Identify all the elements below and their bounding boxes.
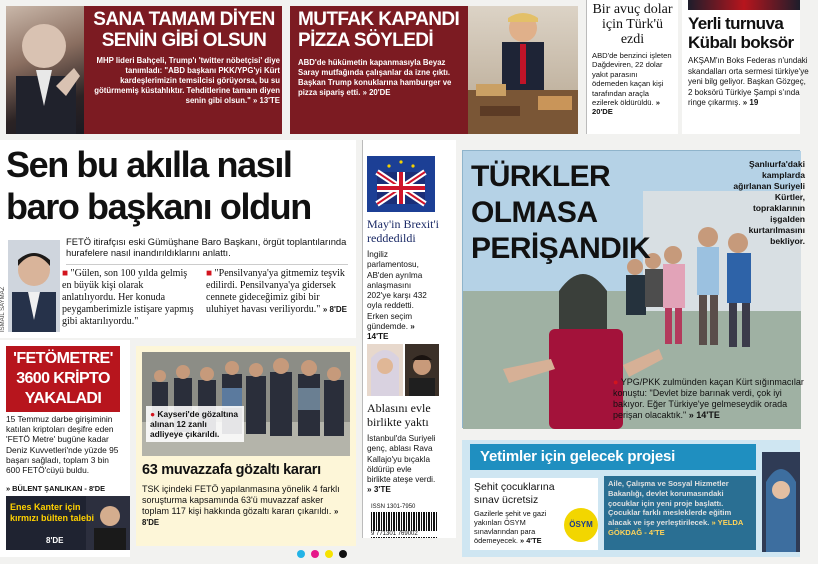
bahceli-box bbox=[6, 6, 282, 134]
perisan-caption: ● YPG/PKK zulmünden kaçan Kürt sığınmacılar konuştu: "Devlet bize barınak verdi, çok iyi bakıyor. Eğer Türkiye'ye gelmeseydik orada perişan olacaktık." » 14'TE bbox=[613, 377, 804, 420]
barcode-number: 9 771301 769002 bbox=[371, 531, 441, 537]
boks-body: AKŞAM'ın Boks Federas n'undaki skandalları orta sermesi türkiye'ye yeni bilg geliyor. Başkan Gözgeç, 2 boksörü Türkiye Şampi s'ında ringe çıkarmış. » 19 bbox=[688, 56, 809, 107]
yetimler-sub-body: Gazilerle şehit ve gazi yakınları ÖSYM sınavlarından para ödemeyecek. » 4'TE bbox=[474, 509, 547, 545]
boks-headline: Yerli turnuva Kübalı boksör bbox=[688, 14, 794, 52]
osym-logo: ÖSYM bbox=[564, 508, 598, 542]
baro-intro: FETÖ itirafçısı eski Gümüşhane Baro Başkanı, örgüt toplantılarında hurafelere nasıl inandırıldıklarını anlattı. bbox=[66, 236, 347, 259]
quote-bullet: ■ bbox=[206, 268, 215, 279]
perisan-side-text: Şanlıurfa'daki kamplarda ağırlanan Suriyeli Kürtler, topraklarının işgalden kurtarılmasını bekliyor. bbox=[733, 159, 805, 246]
fetometre-body: 15 Temmuz darbe girişiminin katılan kriptoları deşifre eden 'FETÖ Metre' bugüne kadar Deniz Kuvvetleri'nde yüzde 95 başarı sağladı, toplam 3 bin 600 FETÖ'cüyü buldu. bbox=[6, 414, 119, 476]
boks-box bbox=[682, 0, 809, 134]
print-marks bbox=[296, 546, 366, 556]
yetimler-sub: Şehit çocuklarına sınav ücretsiz bbox=[474, 481, 555, 506]
brexit-headline: May'in Brexit'i reddedildi bbox=[367, 217, 439, 245]
brexit-body: İngiliz parlamentosu, AB'den ayrılma anlaşmasını 202'ye karşı 432 oyla reddetti. Erken seçim gündemde. » 14'TE bbox=[367, 250, 427, 342]
perisan-headline: TÜRKLER OLMASA PERİŞANDIK bbox=[471, 160, 651, 265]
mutfak-headline: MUTFAK KAPANDI PİZZA SÖYLEDİ bbox=[298, 9, 460, 51]
trump-photo bbox=[468, 6, 578, 134]
baro-headline: Sen bu akılla nasıl baro başkanı oldun bbox=[6, 144, 311, 227]
baro-divider bbox=[66, 264, 348, 265]
dolar-body: ABD'de benzinci işleten Dağdeviren, 22 dolar yakıt parasını ödemeden kaçan kişi tarafından araçla ezilerek öldürüldü. » 20'DE bbox=[592, 51, 672, 117]
fetometre-box bbox=[0, 340, 130, 557]
bahceli-headline: SANA TAMAM DİYEN SENİN GİBİ OLSUN bbox=[93, 9, 275, 51]
fetometre-headline: 'FETÖMETRE' 3600 KRİPTO YAKALADI bbox=[6, 346, 120, 412]
ablasini-photo-right bbox=[405, 344, 439, 396]
ablasini-headline: Ablasını evle birlikte yaktı bbox=[367, 401, 431, 429]
kanter-ref: 8'DE bbox=[46, 536, 64, 545]
kanter-headline: Enes Kanter için kırmızı bülten talebi bbox=[10, 502, 95, 523]
ablasini-body: İstanbul'da Suriyeli genç, ablası Rava Kallajo'yu bıçakla öldürüp evle birlikte ateşe verdi. » 3'TE bbox=[367, 434, 436, 495]
barcode-issn: ISSN 1301-7950 bbox=[371, 504, 416, 510]
dolar-headline: Bir avuç dolar için Türk'ü ezdi bbox=[592, 2, 673, 47]
mutfak-body: ABD'de hükümetin kapanmasıyla Beyaz Saray mutfağında çalışanlar da izne çıktı. Başkan Trump konuklarına hamburger ve pizza sipariş etti. » 20'DE bbox=[298, 58, 452, 97]
bahceli-photo bbox=[6, 6, 84, 134]
baro-box bbox=[0, 140, 356, 338]
caption-bullet: ● bbox=[150, 409, 158, 419]
baro-avatar bbox=[8, 240, 60, 332]
yetimler-right-text: Aile, Çalışma ve Sosyal Hizmetler Bakanlığı, devlet korumasındaki çocuklar için yeni proje başlattı. Çocuklar farklı mesleklerde eğitim alacak ve işe yerleştirilecek. » YELDA GÖKDAĞ - 4'TE bbox=[604, 476, 756, 550]
brexit-flag bbox=[367, 156, 435, 212]
dolar-box bbox=[586, 0, 678, 134]
bahceli-body: MHP lideri Bahçeli, Trump'ı 'twitter nöbetçisi' diye tanımladı: "ABD başkanı PKK/YPG'yi Kürt kardeşlerimizin temsilcisi görüyorsa, bu su götürmemiş küstahlıktır. Tehditlerine tamam diyen senin gibi olsun." » 13'TE bbox=[94, 56, 280, 105]
gozalti-photo bbox=[142, 352, 350, 456]
brexit-column bbox=[362, 140, 456, 538]
baro-quote-1: ■ "Gülen, son 100 yılda gelmiş en büyük kişi olarak anlatılıyordu. Her konuda peygamberimizle istişare yapmış gibi aktarılıyordu." bbox=[62, 268, 194, 327]
yetimler-headline: Yetimler için gelecek projesi bbox=[480, 448, 676, 465]
fetometre-byline: » BÜLENT ŞANLIKAN - 8'DE bbox=[6, 484, 106, 493]
quote-bullet: ■ bbox=[62, 268, 71, 279]
gozalti-body: TSK içindeki FETÖ yapılanmasına yönelik 4 farklı soruşturma kapsamında 63'ü muvazzaf asker toplam 117 kişi hakkında gözaltı kararı çıkarıldı. » 8'DE bbox=[142, 484, 340, 527]
yetimler-box bbox=[462, 440, 800, 557]
baro-byline: İSMAİL SAYMAZ bbox=[0, 286, 6, 332]
boks-photo bbox=[688, 0, 800, 10]
gozalti-caption: ● Kayseri'de gözaltına alınan 12 zanlı adliyeye çıkarıldı. bbox=[146, 406, 244, 442]
caption-bullet: ● bbox=[613, 377, 621, 387]
gozalti-headline: 63 muvazzafa gözaltı kararı bbox=[142, 462, 321, 478]
perisan-box bbox=[462, 150, 805, 428]
bahceli-portrait bbox=[6, 6, 84, 134]
ablasini-photo-left bbox=[367, 344, 403, 396]
yetimler-banner bbox=[470, 444, 756, 470]
yetimler-photo bbox=[762, 452, 800, 552]
mutfak-box bbox=[290, 6, 578, 134]
baro-quote-2: ■ "Pensilvanya'ya gitmemiz teşvik edilirdi. Pensilvanya'ya gidersek cennete gideceğimiz gibi bir uluhiyet havası veriliyordu." » 8'DE bbox=[206, 268, 347, 315]
gozalti-box bbox=[136, 346, 356, 546]
kanter-box bbox=[6, 496, 130, 550]
yetimler-sub-box bbox=[470, 478, 598, 550]
